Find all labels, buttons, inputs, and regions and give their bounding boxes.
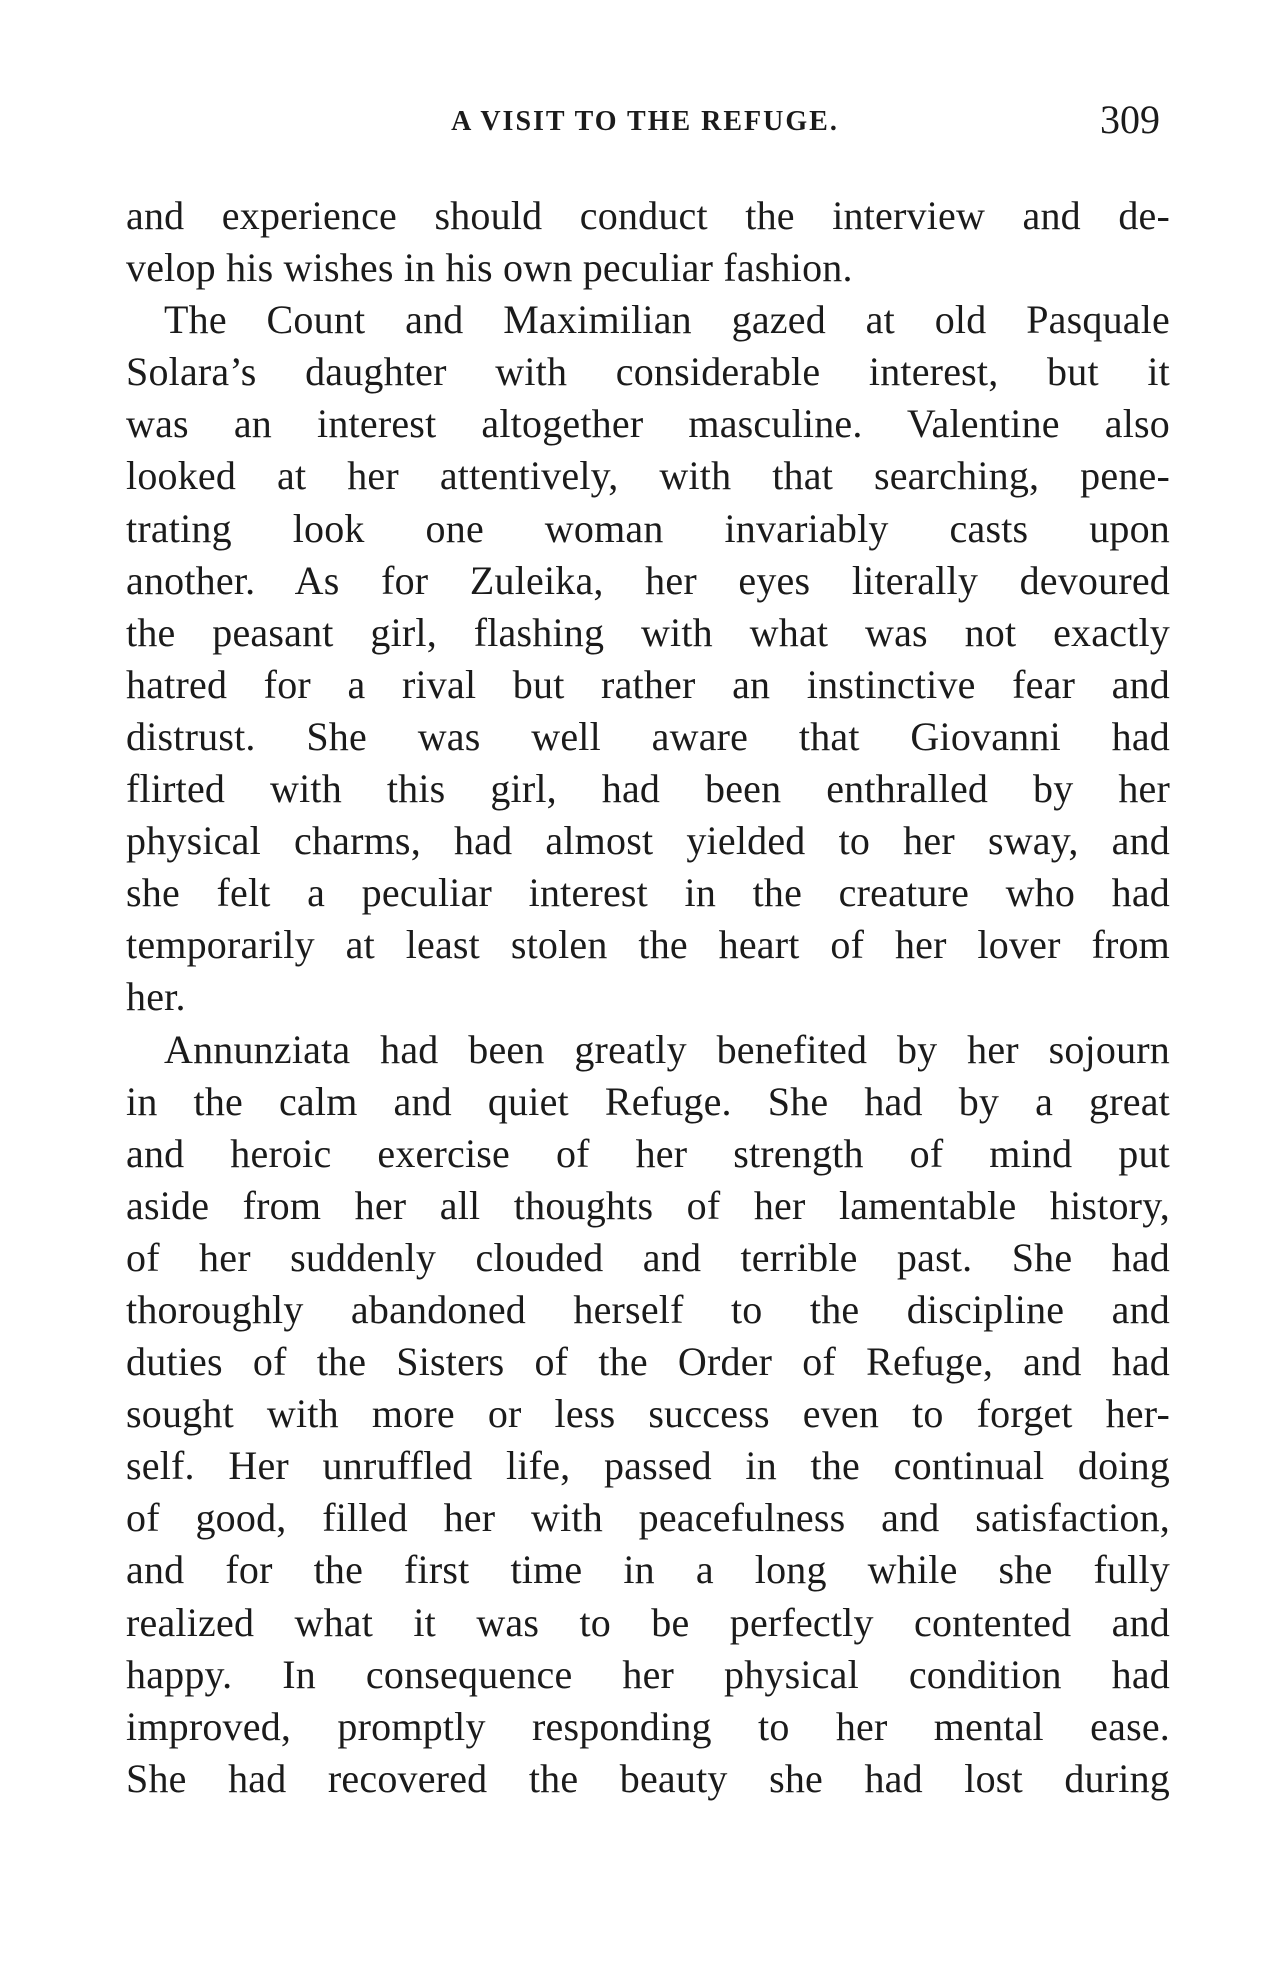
running-head: [120, 96, 1170, 156]
text-line: and for the first time in a long while she fully: [126, 1547, 1170, 1593]
text-line: She had recovered the beauty she had lost during: [126, 1755, 1170, 1801]
text-line: of good, filled her with peacefulness and satisfaction,: [126, 1495, 1170, 1541]
text-line: Annunziata had been greatly benefited by her sojourn: [164, 1026, 1170, 1072]
page-number: 309: [1100, 97, 1160, 142]
text-line: The Count and Maximilian gazed at old Pasquale: [164, 297, 1170, 343]
text-line: trating look one woman invariably casts upon: [126, 505, 1170, 551]
text-line: happy. In consequence her physical condition had: [126, 1651, 1170, 1697]
text-line: distrust. She was well aware that Giovanni had: [126, 713, 1170, 759]
text-line: thoroughly abandoned herself to the discipline and: [126, 1286, 1170, 1332]
text-line: in the calm and quiet Refuge. She had by a great: [126, 1078, 1170, 1124]
running-title: A VISIT TO THE REFUGE.: [451, 106, 839, 137]
text-line: velop his wishes in his own peculiar fashion.: [126, 245, 853, 291]
text-line: self. Her unruffled life, passed in the continual doing: [126, 1443, 1170, 1489]
text-line: Solara’s daughter with considerable interest, but it: [126, 349, 1170, 395]
text-line: her.: [126, 974, 186, 1020]
text-line: hatred for a rival but rather an instinctive fear and: [126, 661, 1170, 707]
text-line: realized what it was to be perfectly contented and: [126, 1599, 1170, 1645]
text-line: she felt a peculiar interest in the creature who had: [126, 870, 1170, 916]
text-line: improved, promptly responding to her mental ease.: [126, 1703, 1170, 1749]
text-line: temporarily at least stolen the heart of her lover from: [126, 922, 1170, 968]
text-line: looked at her attentively, with that searching, pene-: [126, 453, 1170, 499]
text-line: duties of the Sisters of the Order of Refuge, and had: [126, 1339, 1170, 1385]
text-line: sought with more or less success even to forget her-: [126, 1391, 1170, 1437]
text-line: and heroic exercise of her strength of mind put: [126, 1130, 1170, 1176]
text-line: was an interest altogether masculine. Valentine also: [126, 401, 1170, 447]
text-line: flirted with this girl, had been enthralled by her: [126, 766, 1170, 812]
text-line: aside from her all thoughts of her lamentable history,: [126, 1182, 1170, 1228]
body-text: [126, 190, 1170, 1805]
text-line: of her suddenly clouded and terrible past. She had: [126, 1234, 1170, 1280]
text-line: physical charms, had almost yielded to her sway, and: [126, 818, 1170, 864]
text-line: the peasant girl, flashing with what was not exactly: [126, 609, 1170, 655]
text-line: and experience should conduct the interview and de-: [126, 193, 1170, 238]
text-line: another. As for Zuleika, her eyes literally devoured: [126, 557, 1170, 603]
